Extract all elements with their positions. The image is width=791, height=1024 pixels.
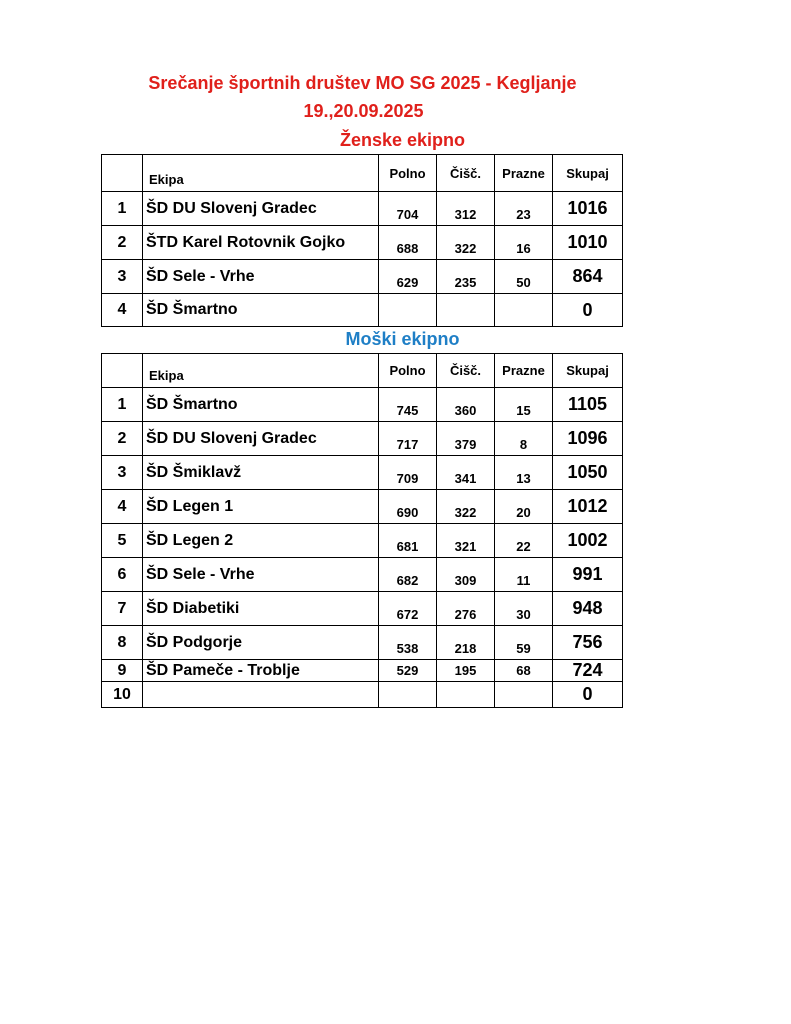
women-section-heading: Ženske ekipno [339,130,466,150]
cisc-cell: 322 [437,226,495,260]
cisc-cell: 321 [437,524,495,558]
prazne-cell: 59 [495,626,553,660]
prazne-cell: 23 [495,192,553,226]
polno-cell: 681 [379,524,437,558]
skupaj-cell: 0 [553,294,623,327]
table-row [102,260,623,294]
table-row [102,388,623,422]
skupaj-column-header: Skupaj [553,155,623,192]
rank-cell: 6 [102,558,143,592]
cisc-cell: 312 [437,192,495,226]
table-row [102,626,623,660]
skupaj-cell: 864 [553,260,623,294]
prazne-cell: 11 [495,558,553,592]
prazne-cell: 30 [495,592,553,626]
prazne-cell: 22 [495,524,553,558]
polno-cell [379,682,437,708]
skupaj-cell: 1002 [553,524,623,558]
rank-header-cell [102,354,143,388]
team-cell: ŠD DU Slovenj Gradec [143,192,379,226]
prazne-cell: 20 [495,490,553,524]
cisc-cell [437,682,495,708]
table-row [102,558,623,592]
skupaj-cell: 948 [553,592,623,626]
team-cell: ŠD Podgorje [143,626,379,660]
prazne-cell [495,294,553,327]
polno-cell: 538 [379,626,437,660]
team-cell: ŠD Diabetiki [143,592,379,626]
cisc-cell [437,294,495,327]
polno-cell: 709 [379,456,437,490]
skupaj-cell: 0 [553,682,623,708]
team-cell: ŠD Sele - Vrhe [143,558,379,592]
cisc-cell: 276 [437,592,495,626]
cisc-column-header: Čišč. [437,155,495,192]
polno-cell: 717 [379,422,437,456]
cisc-column-header: Čišč. [437,354,495,388]
men-results-table [101,353,623,708]
skupaj-cell: 1010 [553,226,623,260]
skupaj-cell: 1016 [553,192,623,226]
team-cell: ŠTD Karel Rotovnik Gojko [143,226,379,260]
table-row [102,422,623,456]
cisc-cell: 218 [437,626,495,660]
rank-cell: 1 [102,192,143,226]
team-cell: ŠD Sele - Vrhe [143,260,379,294]
rank-cell: 3 [102,260,143,294]
table-row [102,660,623,682]
prazne-cell [495,682,553,708]
table-header-row [102,155,623,192]
rank-cell: 4 [102,294,143,327]
rank-cell: 10 [102,682,143,708]
table-row [102,294,623,327]
polno-cell: 745 [379,388,437,422]
prazne-cell: 16 [495,226,553,260]
table-row [102,192,623,226]
team-cell: ŠD Šmartno [143,388,379,422]
prazne-column-header: Prazne [495,354,553,388]
rank-cell: 2 [102,226,143,260]
cisc-cell: 309 [437,558,495,592]
skupaj-cell: 724 [553,660,623,682]
polno-cell: 682 [379,558,437,592]
polno-cell: 690 [379,490,437,524]
prazne-cell: 15 [495,388,553,422]
prazne-column-header: Prazne [495,155,553,192]
table-row [102,226,623,260]
team-cell: ŠD Legen 1 [143,490,379,524]
skupaj-cell: 1012 [553,490,623,524]
team-cell: ŠD Pameče - Troblje [143,660,379,682]
cisc-cell: 379 [437,422,495,456]
prazne-cell: 8 [495,422,553,456]
table-row [102,456,623,490]
skupaj-cell: 1050 [553,456,623,490]
prazne-cell: 50 [495,260,553,294]
polno-cell: 704 [379,192,437,226]
team-cell: ŠD Šmartno [143,294,379,327]
team-column-header: Ekipa [143,354,379,388]
team-column-header: Ekipa [143,155,379,192]
table-header-row [102,354,623,388]
rank-cell: 2 [102,422,143,456]
men-section-heading: Moški ekipno [345,329,460,349]
rank-cell: 4 [102,490,143,524]
team-cell: ŠD Šmiklavž [143,456,379,490]
skupaj-cell: 756 [553,626,623,660]
polno-cell: 529 [379,660,437,682]
skupaj-cell: 991 [553,558,623,592]
cisc-cell: 195 [437,660,495,682]
cisc-cell: 341 [437,456,495,490]
skupaj-column-header: Skupaj [553,354,623,388]
rank-cell: 1 [102,388,143,422]
rank-cell: 9 [102,660,143,682]
table-row [102,592,623,626]
rank-cell: 8 [102,626,143,660]
cisc-cell: 322 [437,490,495,524]
table-row [102,490,623,524]
team-cell: ŠD DU Slovenj Gradec [143,422,379,456]
team-cell [143,682,379,708]
polno-cell [379,294,437,327]
polno-column-header: Polno [379,354,437,388]
polno-cell: 672 [379,592,437,626]
rank-cell: 5 [102,524,143,558]
prazne-cell: 68 [495,660,553,682]
cisc-cell: 235 [437,260,495,294]
rank-cell: 3 [102,456,143,490]
document-title: Srečanje športnih društev MO SG 2025 - Kegljanje [148,73,577,93]
table-row [102,682,623,708]
polno-cell: 688 [379,226,437,260]
cisc-cell: 360 [437,388,495,422]
table-row [102,524,623,558]
polno-column-header: Polno [379,155,437,192]
skupaj-cell: 1096 [553,422,623,456]
skupaj-cell: 1105 [553,388,623,422]
rank-cell: 7 [102,592,143,626]
prazne-cell: 13 [495,456,553,490]
team-cell: ŠD Legen 2 [143,524,379,558]
women-results-table [101,154,623,327]
rank-header-cell [102,155,143,192]
polno-cell: 629 [379,260,437,294]
event-dates: 19.,20.09.2025 [303,101,424,121]
